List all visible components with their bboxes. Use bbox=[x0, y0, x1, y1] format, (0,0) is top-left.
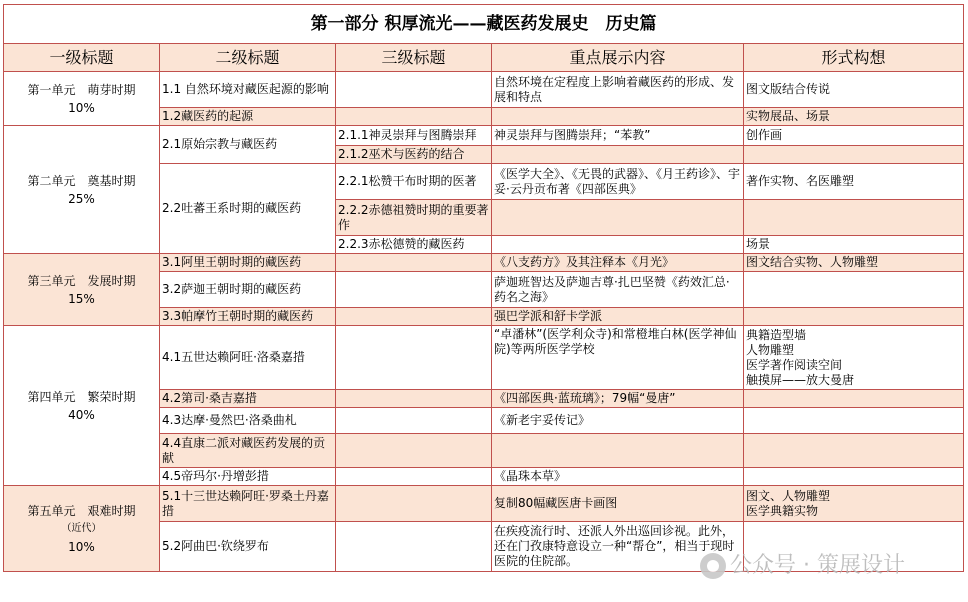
level2-cell: 4.2第司·桑吉嘉措 bbox=[160, 390, 336, 408]
watermark bbox=[700, 548, 905, 579]
content-cell: “卓潘林”(医学利众寺)和常橙堆白林(医学神仙院)等两所医学学校 bbox=[492, 326, 744, 390]
form-cell bbox=[744, 390, 964, 408]
level2-cell: 4.1五世达赖阿旺·洛桑嘉措 bbox=[160, 326, 336, 390]
table-title: 第一部分 积厚流光——藏医药发展史 历史篇 bbox=[4, 5, 964, 44]
level3-cell bbox=[336, 390, 492, 408]
content-cell bbox=[492, 146, 744, 164]
unit-note: （近代） bbox=[61, 522, 102, 534]
header-level1: 一级标题 bbox=[4, 44, 160, 72]
unit-name: 第一单元 萌芽时期 bbox=[27, 82, 136, 97]
content-cell: 强巴学派和舒卡学派 bbox=[492, 308, 744, 326]
content-cell: 自然环境在定程度上影响着藏医药的形成、发展和特点 bbox=[492, 72, 744, 108]
form-cell: 场景 bbox=[744, 236, 964, 254]
content-cell: 在疾疫流行时、还派人外出巡回诊视。此外，还在门孜康特意设立一种“帮仓”，相当于现时医院的住院部。 bbox=[492, 522, 744, 572]
content-cell bbox=[492, 434, 744, 468]
content-cell: 萨迦班智达及萨迦吉尊·扎巴坚赞《药效汇总·药名之海》 bbox=[492, 272, 744, 308]
content-cell: 《四部医典·蓝琉璃》；79幅“曼唐” bbox=[492, 390, 744, 408]
level3-cell bbox=[336, 72, 492, 108]
form-cell bbox=[744, 308, 964, 326]
level2-cell: 5.1十三世达赖阿旺·罗桑土丹嘉措 bbox=[160, 486, 336, 522]
unit-percent: 10% bbox=[68, 100, 95, 115]
level3-cell bbox=[336, 308, 492, 326]
watermark-text: 公众号 · 策展设计 bbox=[730, 553, 905, 578]
content-cell: 《晶珠本草》 bbox=[492, 468, 744, 486]
unit-name: 第二单元 奠基时期 bbox=[27, 173, 136, 188]
unit-cell bbox=[4, 486, 160, 572]
level2-cell: 4.5帝玛尔·丹增彭措 bbox=[160, 468, 336, 486]
unit-cell bbox=[4, 126, 160, 254]
level2-cell: 5.2阿曲巴·钦绕罗布 bbox=[160, 522, 336, 572]
level3-cell bbox=[336, 108, 492, 126]
level3-cell bbox=[336, 254, 492, 272]
form-cell: 创作画 bbox=[744, 126, 964, 146]
unit-cell bbox=[4, 72, 160, 126]
form-cell: 图文、人物雕塑 医学典籍实物 bbox=[744, 486, 964, 522]
form-cell bbox=[744, 408, 964, 434]
form-cell bbox=[744, 200, 964, 236]
level3-cell: 2.2.1松赞干布时期的医著 bbox=[336, 164, 492, 200]
level3-cell bbox=[336, 522, 492, 572]
content-cell bbox=[492, 200, 744, 236]
form-cell bbox=[744, 434, 964, 468]
form-cell: 实物展品、场景 bbox=[744, 108, 964, 126]
unit-name: 第三单元 发展时期 bbox=[27, 273, 136, 288]
level3-cell bbox=[336, 408, 492, 434]
unit-percent: 10% bbox=[68, 539, 95, 554]
level3-cell: 2.2.2赤德祖赞时期的重要著作 bbox=[336, 200, 492, 236]
unit-percent: 15% bbox=[68, 291, 95, 306]
content-cell: 神灵崇拜与图腾崇拜；“苯教” bbox=[492, 126, 744, 146]
level2-cell: 4.4直康二派对藏医药发展的贡献 bbox=[160, 434, 336, 468]
header-form: 形式构想 bbox=[744, 44, 964, 72]
content-cell: 《新老宇妥传记》 bbox=[492, 408, 744, 434]
level3-cell: 2.1.2巫术与医药的结合 bbox=[336, 146, 492, 164]
header-level3: 三级标题 bbox=[336, 44, 492, 72]
content-cell: 《医学大全》、《无畏的武器》、《月王药诊》、宇妥·云丹贡布著《四部医典》 bbox=[492, 164, 744, 200]
level2-cell: 2.2吐蕃王系时期的藏医药 bbox=[160, 164, 336, 254]
level3-cell bbox=[336, 468, 492, 486]
header-level2: 二级标题 bbox=[160, 44, 336, 72]
form-cell: 图文结合实物、人物雕塑 bbox=[744, 254, 964, 272]
content-cell: 《八支药方》及其注释本《月光》 bbox=[492, 254, 744, 272]
form-cell bbox=[744, 468, 964, 486]
form-cell: 典籍造型墙 人物雕塑 医学著作阅读空间 触摸屏——放大曼唐 bbox=[744, 326, 964, 390]
level3-cell: 2.2.3赤松德赞的藏医药 bbox=[336, 236, 492, 254]
unit-cell bbox=[4, 254, 160, 326]
unit-cell bbox=[4, 326, 160, 486]
unit-percent: 40% bbox=[68, 407, 95, 422]
form-cell: 图文版结合传说 bbox=[744, 72, 964, 108]
wechat-logo-icon bbox=[700, 553, 726, 579]
unit-percent: 25% bbox=[68, 191, 95, 206]
level2-cell: 1.1 自然环境对藏医起源的影响 bbox=[160, 72, 336, 108]
level3-cell: 2.1.1神灵崇拜与图腾崇拜 bbox=[336, 126, 492, 146]
history-outline-table bbox=[3, 4, 964, 572]
level2-cell: 3.3帕摩竹王朝时期的藏医药 bbox=[160, 308, 336, 326]
level2-cell: 1.2藏医药的起源 bbox=[160, 108, 336, 126]
level2-cell: 3.1阿里王朝时期的藏医药 bbox=[160, 254, 336, 272]
level3-cell bbox=[336, 326, 492, 390]
content-cell bbox=[492, 108, 744, 126]
content-cell bbox=[492, 236, 744, 254]
form-cell bbox=[744, 272, 964, 308]
unit-name: 第四单元 繁荣时期 bbox=[27, 389, 136, 404]
content-cell: 复制80幅藏医唐卡画图 bbox=[492, 486, 744, 522]
unit-name: 第五单元 艰难时期 bbox=[27, 503, 136, 518]
form-cell: 著作实物、名医雕塑 bbox=[744, 164, 964, 200]
level3-cell bbox=[336, 272, 492, 308]
level2-cell: 2.1原始宗教与藏医药 bbox=[160, 126, 336, 164]
level2-cell: 4.3达摩·曼然巴·洛桑曲札 bbox=[160, 408, 336, 434]
level2-cell: 3.2萨迦王朝时期的藏医药 bbox=[160, 272, 336, 308]
level3-cell bbox=[336, 486, 492, 522]
form-cell bbox=[744, 146, 964, 164]
level3-cell bbox=[336, 434, 492, 468]
header-content: 重点展示内容 bbox=[492, 44, 744, 72]
